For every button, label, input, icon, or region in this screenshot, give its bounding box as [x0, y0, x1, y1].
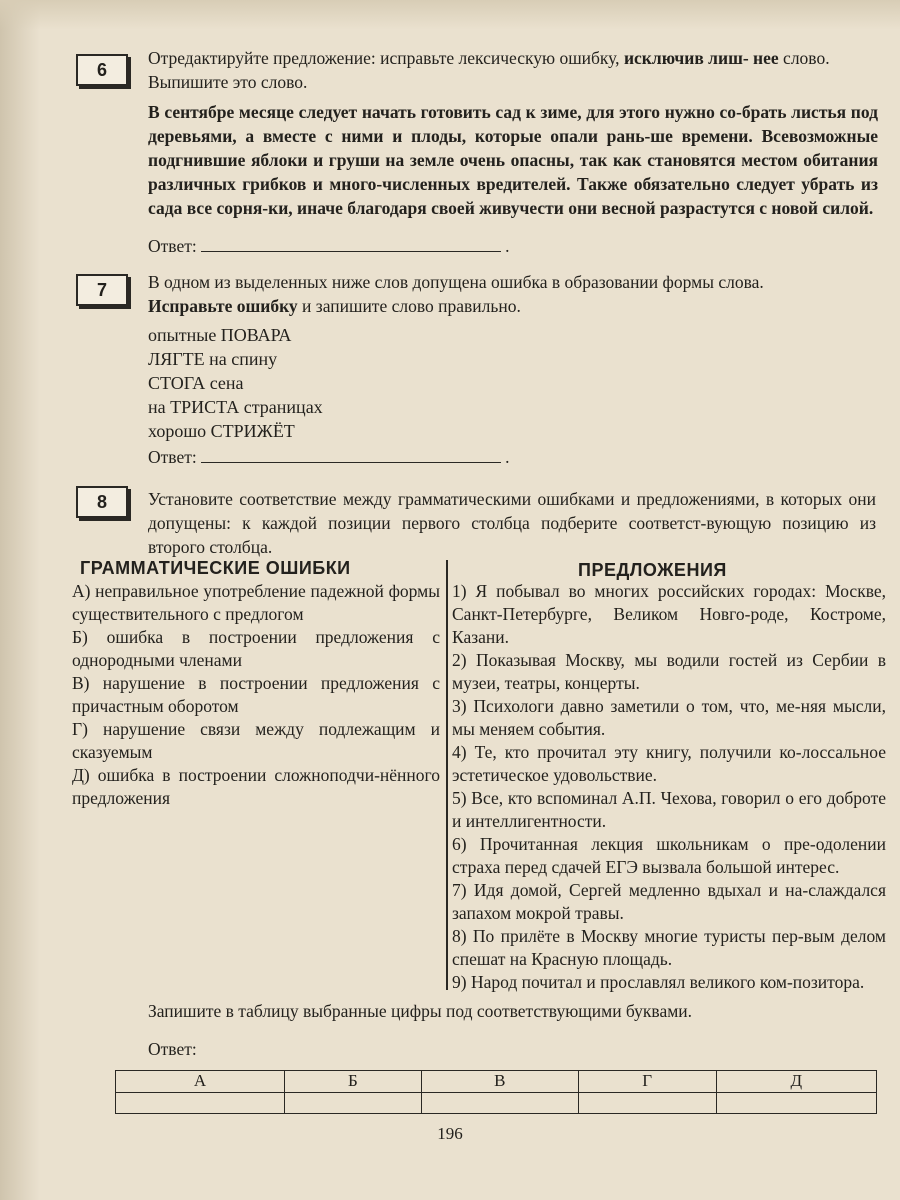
task-7-word: СТОГА сена — [148, 373, 244, 393]
task-6-instruction-bold: исключив лиш- нее — [623, 48, 779, 68]
task-7-word: на ТРИСТА страницах — [148, 397, 323, 417]
task-8-instruction: Установите соответствие между грамматическими ошибками и предложениями, в которых они допущены: к каждой позиции первого столбца подберите соответст-вующую позицию из второго столбца. — [148, 489, 876, 557]
task-6-passage: В сентябре месяце следует начать готовить сад к зиме, для этого нужно со-брать листья под деревьями, а вместе с ними и плоды, которые опали рань-ше времени. Всевозможные подгнившие яблоки и груши на земле очень опасны, так как становятся местом обитания различных грибков и много-численных вредителей. Также обязательно следует убрать из сада все сорня-ки, иначе благодаря своей живучести они весной разрастутся с новой силой. — [148, 102, 878, 218]
page-number: 196 — [437, 1124, 463, 1143]
task-8-answer-label: Ответ: — [148, 1039, 197, 1059]
sentence-item: 3) Психологи давно заметили о том, что, ме-няя мысли, мы меняем события. — [452, 696, 886, 739]
sentence-item: 1) Я побывал во многих российских городах: Москве, Санкт-Петербурге, Великом Новго-роде, Костроме, Казани. — [452, 581, 886, 647]
task-6-answer-label: Ответ: — [148, 236, 197, 256]
page-shadow-top — [0, 0, 900, 30]
task-7-word: ЛЯГТЕ на спину — [148, 349, 278, 369]
error-item: Г) нарушение связи между подлежащим и сказуемым — [72, 719, 440, 762]
answer-table-input-row — [116, 1092, 877, 1114]
sentence-item: 9) Народ почитал и прославлял великого ком-позитора. — [452, 972, 865, 992]
task-7-instruction-part1: В одном из выделенных ниже слов допущена ошибка в образовании формы слова. — [148, 272, 764, 292]
task-7-instruction — [148, 270, 876, 318]
answer-table — [115, 1070, 877, 1114]
sentence-item: 7) Идя домой, Сергей медленно вдыхал и на-слаждался запахом мокрой травы. — [452, 880, 886, 923]
task-7-answer-line[interactable] — [201, 448, 501, 463]
task-7-answer: Ответ: . — [148, 447, 510, 467]
errors-column — [72, 580, 440, 810]
answer-table-header: Г — [578, 1071, 716, 1093]
task-7-instruction-part2: и запишите слово правильно. — [302, 296, 521, 316]
column-divider — [446, 560, 448, 990]
task-7-word: хорошо СТРИЖЁТ — [148, 421, 295, 441]
page-shadow-left — [0, 0, 40, 1200]
sentence-item: 5) Все, кто вспоминал А.П. Чехова, говорил о его доброте и интеллигентности. — [452, 788, 886, 831]
task-6-answer: Ответ: . — [148, 236, 510, 256]
errors-column-title: ГРАММАТИЧЕСКИЕ ОШИБКИ — [80, 558, 351, 578]
table-instruction: Запишите в таблицу выбранные цифры под соответствующими буквами. — [148, 1001, 693, 1021]
task-7-answer-label: Ответ: — [148, 447, 197, 467]
sentence-item: 2) Показывая Москву, мы водили гостей из Сербии в музеи, театры, концерты. — [452, 650, 886, 693]
error-item: В) нарушение в построении предложения с причастным оборотом — [72, 673, 440, 716]
task-7-word: опытные ПОВАРА — [148, 325, 292, 345]
answer-cell-v[interactable] — [421, 1092, 578, 1114]
error-item: Д) ошибка в построении сложноподчи-нённого предложения — [72, 765, 440, 808]
task-6-instruction-part2: слово. Выпишите это слово. — [148, 48, 830, 92]
task-7-word-list — [148, 323, 323, 443]
answer-table-header: Б — [284, 1071, 421, 1093]
answer-cell-b[interactable] — [284, 1092, 421, 1114]
error-item: А) неправильное употребление падежной формы существительного с предлогом — [72, 581, 440, 624]
answer-cell-d[interactable] — [716, 1092, 876, 1114]
sentences-column — [452, 580, 886, 994]
task-7-instruction-bold: Исправьте ошибку — [148, 296, 298, 316]
sentence-item: 6) Прочитанная лекция школьникам о пре-одолении страха перед сдачей ЕГЭ вызвала большой интерес. — [452, 834, 886, 877]
task-6-number: 6 — [76, 54, 128, 86]
task-6-instruction — [148, 46, 876, 94]
task-8-number: 8 — [76, 486, 128, 518]
sentence-item: 8) По прилёте в Москву многие туристы пер-вым делом спешат на Красную площадь. — [452, 926, 886, 969]
answer-table-header: В — [421, 1071, 578, 1093]
error-item: Б) ошибка в построении предложения с однородными членами — [72, 627, 440, 670]
task-7-number: 7 — [76, 274, 128, 306]
task-6-answer-line[interactable] — [201, 237, 501, 252]
answer-cell-a[interactable] — [116, 1092, 285, 1114]
sentence-item: 4) Те, кто прочитал эту книгу, получили ко-лоссальное эстетическое удовольствие. — [452, 742, 886, 785]
answer-table-header-row — [116, 1071, 877, 1093]
answer-table-header: А — [116, 1071, 285, 1093]
task-6-instruction-part1: Отредактируйте предложение: исправьте лексическую ошибку, — [148, 48, 620, 68]
sentences-column-title: ПРЕДЛОЖЕНИЯ — [578, 560, 727, 580]
answer-table-header: Д — [716, 1071, 876, 1093]
answer-cell-g[interactable] — [578, 1092, 716, 1114]
